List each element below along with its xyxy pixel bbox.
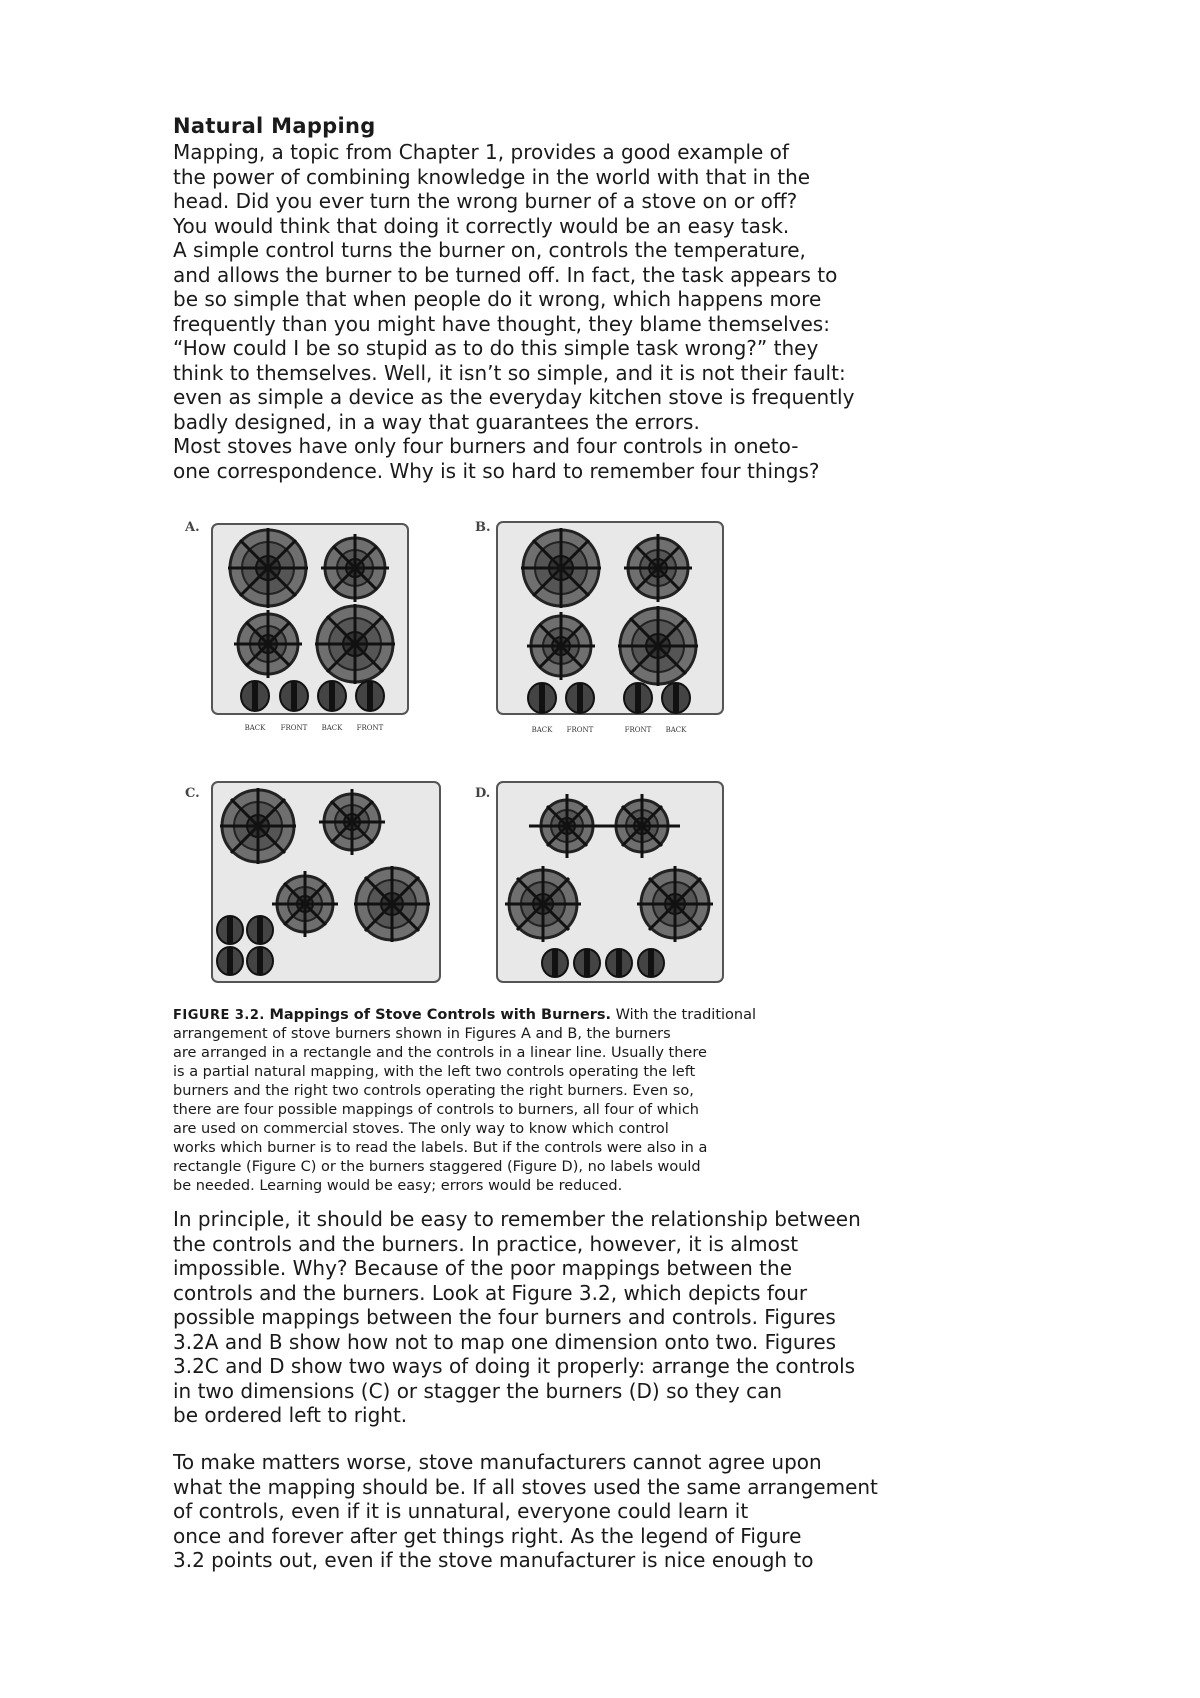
paragraph-principle	[173, 1207, 1073, 1428]
knob-label: BACK	[321, 724, 343, 732]
text-line: 3.2A and B show how not to map one dimension onto two. Figures	[173, 1329, 837, 1354]
burner-icon	[315, 604, 395, 684]
text-line: A simple control turns the burner on, controls the temperature,	[173, 238, 806, 262]
text-line: Most stoves have only four burners and four controls in oneto-	[173, 434, 799, 458]
caption-line: be needed. Learning would be easy; errors would be reduced.	[173, 1178, 623, 1194]
text-line: possible mappings between the four burners and controls. Figures	[173, 1305, 836, 1329]
burner-icon	[354, 866, 430, 942]
caption-line: works which burner is to read the labels. But if the controls were also in a	[173, 1140, 708, 1156]
stove-figure-d	[495, 780, 725, 990]
text-line: Mapping, a topic from Chapter 1, provides a good example of	[173, 140, 789, 164]
control-knob-icon	[606, 949, 632, 977]
control-knob-icon	[528, 683, 556, 713]
knob-label: BACK	[531, 726, 553, 734]
text-line: You would think that doing it correctly would be an easy task.	[173, 213, 790, 238]
figure-c-label: C.	[185, 786, 200, 801]
burner-icon	[220, 788, 296, 864]
control-knob-icon	[542, 949, 568, 977]
text-line: be ordered left to right.	[173, 1403, 408, 1427]
knob-label: BACK	[665, 726, 687, 734]
knob-label: BACK	[244, 724, 266, 732]
stove-figures	[180, 516, 740, 996]
caption-line: rectangle (Figure C) or the burners staggered (Figure D), no labels would	[173, 1159, 701, 1175]
control-knob-icon	[217, 947, 243, 975]
text-line: head. Did you ever turn the wrong burner of a stove on or off?	[173, 189, 798, 213]
knob-label: FRONT	[280, 724, 308, 732]
figure-title: Mappings of Stove Controls with Burners.	[269, 1007, 612, 1023]
control-knob-icon	[247, 916, 273, 944]
text-line: badly designed, in a way that guarantees the errors.	[173, 409, 700, 434]
text-line: 3.2C and D show two ways of doing it properly: arrange the controls	[173, 1354, 856, 1378]
stove-figure-c	[210, 780, 445, 990]
burner-icon	[228, 528, 308, 608]
text-line: impossible. Why? Because of the poor mappings between the	[173, 1256, 792, 1280]
caption-line: is a partial natural mapping, with the left two controls operating the left	[173, 1064, 696, 1080]
caption-line: arrangement of stove burners shown in Figures A and B, the burners	[173, 1026, 671, 1042]
control-knob-icon	[638, 949, 664, 977]
caption-text: With the traditional	[615, 1007, 757, 1023]
figure-a-label: A.	[185, 520, 200, 535]
text-line: controls and the burners. Look at Figure 3.2, which depicts four	[173, 1280, 808, 1305]
caption-line: are arranged in a rectangle and the controls in a linear line. Usually there	[173, 1045, 707, 1061]
burner-icon	[618, 606, 698, 686]
control-knob-icon	[624, 683, 652, 713]
figure-caption	[173, 1006, 873, 1196]
control-knob-icon	[241, 681, 269, 711]
control-knob-icon	[318, 681, 346, 711]
caption-line	[173, 1006, 873, 1025]
figure-d-label: D.	[475, 786, 491, 801]
control-knob-icon	[356, 681, 384, 711]
text-line: 3.2 points out, even if the stove manufacturer is nice enough to	[173, 1548, 814, 1572]
paragraph-intro	[173, 140, 1073, 483]
section-heading: Natural Mapping	[173, 114, 376, 138]
knob-label: FRONT	[624, 726, 652, 734]
stove-figure-a	[210, 516, 410, 746]
control-knob-icon	[280, 681, 308, 711]
control-knob-icon	[574, 949, 600, 977]
text-line: To make matters worse, stove manufacturers cannot agree upon	[173, 1450, 822, 1474]
caption-line: burners and the right two controls operating the right burners. Even so,	[173, 1083, 694, 1099]
control-knob-icon	[247, 947, 273, 975]
knob-label: FRONT	[566, 726, 594, 734]
caption-line: there are four possible mappings of controls to burners, all four of which	[173, 1102, 699, 1118]
control-knob-icon	[662, 683, 690, 713]
text-line: what the mapping should be. If all stoves used the same arrangement	[173, 1474, 878, 1499]
text-line: In principle, it should be easy to remember the relationship between	[173, 1207, 861, 1231]
text-line: once and forever after get things right. As the legend of Figure	[173, 1523, 802, 1548]
control-knob-icon	[217, 916, 243, 944]
stove-figure-b	[495, 516, 725, 746]
text-line: even as simple a device as the everyday kitchen stove is frequently	[173, 385, 855, 409]
text-line: and allows the burner to be turned off. In fact, the task appears to	[173, 262, 838, 287]
figure-b-label: B.	[475, 520, 491, 535]
text-line: be so simple that when people do it wrong, which happens more	[173, 287, 822, 311]
text-line: think to themselves. Well, it isn’t so simple, and it is not their fault:	[173, 360, 846, 385]
knob-label: FRONT	[356, 724, 384, 732]
control-knob-icon	[566, 683, 594, 713]
text-line: frequently than you might have thought, they blame themselves:	[173, 311, 830, 336]
text-line: in two dimensions (C) or stagger the burners (D) so they can	[173, 1378, 783, 1403]
text-line: “How could I be so stupid as to do this simple task wrong?” they	[173, 336, 819, 360]
text-line: the power of combining knowledge in the world with that in the	[173, 164, 811, 189]
text-line: the controls and the burners. In practice, however, it is almost	[173, 1231, 799, 1256]
figure-number: FIGURE 3.2.	[173, 1008, 265, 1023]
burner-icon	[521, 528, 601, 608]
text-line: one correspondence. Why is it so hard to remember four things?	[173, 458, 820, 483]
text-line: of controls, even if it is unnatural, everyone could learn it	[173, 1499, 749, 1523]
paragraph-manufacturers	[173, 1450, 1073, 1573]
caption-line: are used on commercial stoves. The only way to know which control	[173, 1121, 669, 1137]
